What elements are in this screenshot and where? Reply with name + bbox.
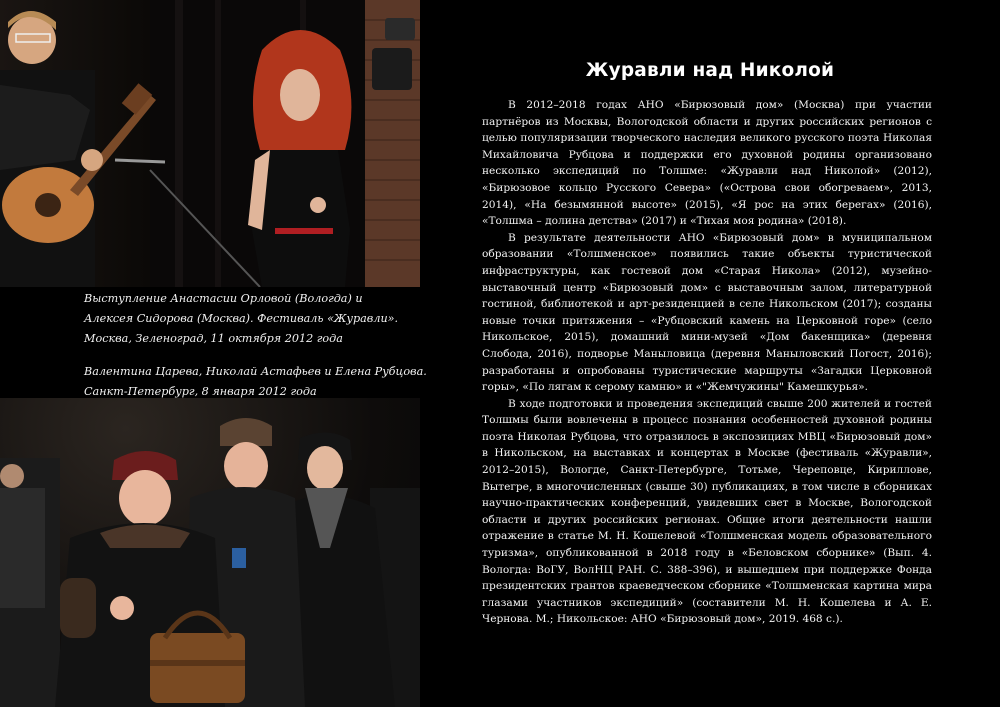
- paragraph: В 2012–2018 годах АНО «Бирюзовый дом» (Москва) при участии партнёров из Москвы, Вологодской области и других российских регионов с целью популяризации творческого наследия великого русского поэта Николая Михайловича Рубцова и поддержки его духовной родины организовано несколько экспедиций по Толшме: «Журавли над Николой» (2012), «Бирюзовое кольцо Русского Севера» («Острова свои обогреваем», 2013, 2014), «На безымянной высоте» (2015), «Я рос на этих берегах» (2016), «Толшма – долина детства» (2017) и «Тихая моя родина» (2018).: [482, 99, 932, 228]
- group-photo: [0, 398, 420, 707]
- caption-line: Москва, Зеленоград, 11 октября 2012 года: [84, 332, 343, 345]
- caption-line: Валентина Царева, Николай Астафьев и Елена Рубцова.: [84, 365, 427, 378]
- caption-line: Алексея Сидорова (Москва). Фестиваль «Журавли».: [84, 312, 399, 325]
- paragraph: В ходе подготовки и проведения экспедиций свыше 200 жителей и гостей Толшмы были вовлечены в процесс познания особенностей духовной родины поэта Николая Рубцова, что отразилось в экспозициях МВЦ «Бирюзовый дом» в Никольском, на выставках и концертах в Москве (фестиваль «Журавли», 2012–2015), Вологде, Санкт-Петербурге, Тотьме, Череповце, Кириллове, Вытегре, в многочисленных (свыше 30) публикациях, в том числе в сборниках научно-практических конференций, увидевших свет в Москве, Вологодской области и других российских регионах. Общие итоги деятельности нашли отражение в статье М. Н. Кошелевой «Толшменская модель образовательного туризма», опубликованной в 2018 году в «Беловском сборнике» (Вып. 4. Вологда: ВоГУ, ВолНЦ РАН. С. 388–396), и вышедшем при поддержке Фонда президентских грантов краеведческом сборнике «Толшменская картина мира глазами участников экспедиций» (составители М. Н. Кошелева и А. Е. Чернова. М.; Никольское: АНО «Бирюзовый дом», 2019. 468 с.).: [482, 397, 932, 626]
- paragraph: В результате деятельности АНО «Бирюзовый дом» в муниципальном образовании «Толшменское» появились такие объекты туристической инфраструктуры, как гостевой дом «Старая Никола» (2012), музейно-выставочный центр «Бирюзовый дом» с выставочным залом, литературной гостиной, библиотекой и арт-резиденцией в селе Никольском (2017); созданы новые точки притяжения – «Рубцовский камень на Церковной горе» (село Никольское, 2015), домашний мини-музей «Дом бакенщика» (деревня Слобода, 2016), подворье Маныловица (деревня Маныловский Погост, 2016); разработаны и опробованы туристические маршруты «Загадки Церковной горы», «По лягам к серому камню» и «"Жемчужины" Камешкурья».: [482, 231, 932, 394]
- caption-line: Выступление Анастасии Орловой (Вологда) и: [84, 292, 363, 305]
- concert-photo: [0, 0, 420, 287]
- article-body: [482, 97, 932, 628]
- article-title: Журавли над Николой: [585, 60, 835, 81]
- caption-line: Санкт-Петербург, 8 января 2012 года: [84, 385, 317, 398]
- left-column: [0, 0, 427, 707]
- caption-concert: [84, 289, 398, 349]
- caption-group: [84, 362, 427, 402]
